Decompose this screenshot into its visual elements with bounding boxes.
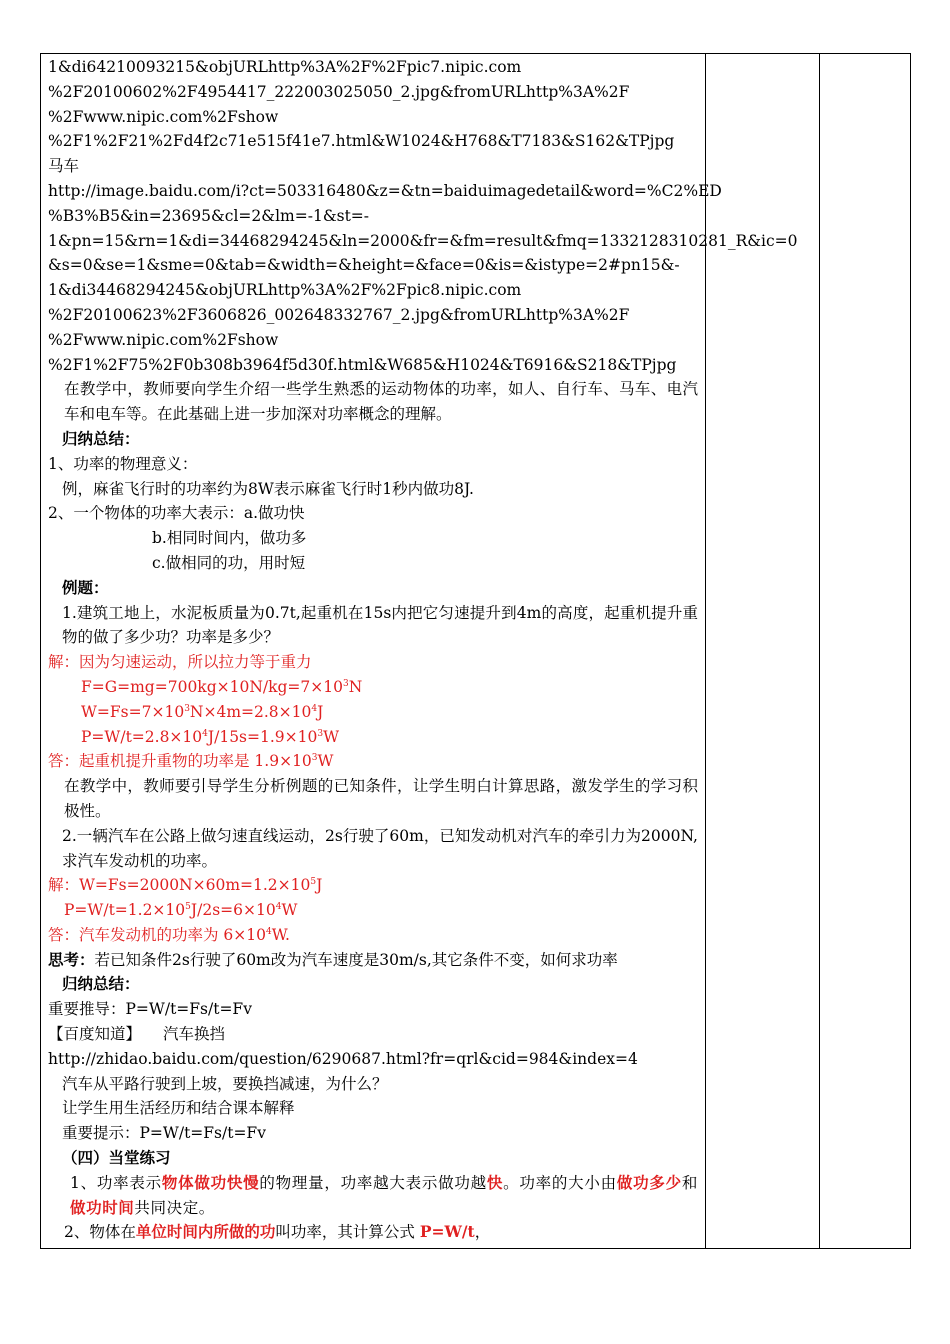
problem-1-answer: 答：起重机提升重物的功率是 $1.9\times 10^3W$: [48, 752, 334, 771]
baidu-url: http://zhidao.baidu.com/question/6290687.html?fr=qrl&cid=984&index=4: [48, 1049, 638, 1068]
url-line: %2Fwww.nipic.com%2Fshow: [48, 107, 279, 126]
summary-heading: 归纳总结：: [62, 428, 140, 448]
problem-1-equation-1: $F=G=mg=700kg\times 10N/kg=7\times 10^3N$: [81, 677, 363, 696]
url-line: %2Fwww.nipic.com%2Fshow: [48, 330, 279, 349]
examples-heading: 例题：: [62, 577, 109, 597]
summary-meaning: 1、功率的物理意义：: [48, 454, 198, 473]
baidu-hint: 重要提示：P=W/t=Fs/t=Fv: [62, 1124, 266, 1143]
url-line: 1&di34468294245&objURLhttp%3A%2F%2Fpic8.nipic.com: [48, 281, 522, 300]
problem-1-equation-3: $P=W/t=2.8\times 10^4J/15s=1.9\times 10^3W$: [81, 727, 340, 746]
url-line: %2F1%2F75%2F0b308b3964f5d30f.html&W685&H1024&T6916&S218&TPjpg: [48, 355, 677, 374]
problem-2-answer: 答：汽车发动机的功率为 $6\times 10^4W$.: [48, 925, 290, 944]
baidu-label: 【百度知道】: [48, 1025, 142, 1044]
summary-formula: 重要推导：P=W/t=Fs/t=Fv: [48, 1000, 252, 1019]
baidu-instruction: 让学生用生活经历和结合课本解释: [62, 1099, 295, 1118]
problem-1-equation-2: $W=Fs=7\times 10^3N\times 4m=2.8\times 10^4J$: [81, 702, 324, 721]
url-line: %2F20100602%2F4954417_222003025050_2.jpg&fromURLhttp%3A%2F: [48, 82, 630, 101]
baidu-question: 汽车从平路行驶到上坡，要换挡减速，为什么？: [62, 1074, 388, 1093]
think-label: 思考：: [48, 949, 95, 969]
baidu-topic: 汽车换挡: [163, 1025, 226, 1044]
problem-1-text: 1.建筑工地上，水泥板质量为0.7t,起重机在15s内把它匀速提升到4m的高度，起重机提升重物的做了多少功？功率是多少？: [62, 603, 698, 647]
practice-question-2: 2、物体在单位时间内所做的功叫功率，其计算公式 P=W/t，: [64, 1222, 491, 1242]
practice-question-1: 1、功率表示物体做功快慢的物理量，功率越大表示做功越快。功率的大小由做功多少和做功时间共同决定。: [70, 1172, 698, 1217]
summary-example: 例，麻雀飞行时的功率约为8W表示麻雀飞行时1秒内做功8J.: [62, 479, 474, 498]
practice-heading: （四）当堂练习: [62, 1148, 171, 1168]
url-line: &s=0&se=1&sme=0&tab=&width=&height=&face=0&is=&istype=2#pn15&-: [48, 256, 680, 275]
column-divider-2: [819, 54, 820, 1248]
teaching-note: 在教学中，教师要引导学生分析例题的已知条件，让学生明白计算思路，激发学生的学习积极性。: [64, 777, 698, 820]
url-line: http://image.baidu.com/i?ct=503316480&z=&tn=baiduimagedetail&word=%C2%ED: [48, 181, 722, 200]
think-question: [48, 948, 698, 973]
summary-large-a: 2、一个物体的功率大表示：a.做功快: [48, 504, 305, 523]
url-line: %2F1%2F21%2Fd4f2c71e515f41e7.html&W1024&H768&T7183&S162&TPjpg: [48, 132, 675, 151]
problem-2-text: 2.一辆汽车在公路上做匀速直线运动，2s行驶了60m，已知发动机对汽车的牵引力为2000N,求汽车发动机的功率。: [62, 826, 698, 870]
url-line: 1&pn=15&rn=1&di=34468294245&ln=2000&fr=&fm=result&fmq=1332128310281_R&ic=0: [48, 231, 798, 250]
lesson-content-cell: [48, 55, 798, 1245]
url-line: %B3%B5&in=23695&cl=2&lm=-1&st=-: [48, 206, 370, 225]
problem-1-solution-intro: 解：因为匀速运动，所以拉力等于重力: [48, 653, 312, 672]
summary-heading: 归纳总结：: [62, 974, 140, 994]
baidu-reference: [48, 1022, 698, 1047]
teaching-note: 在教学中，教师要向学生介绍一些学生熟悉的运动物体的功率，如人、自行车、马车、电汽车和电车等。在此基础上进一步加深对功率概念的理解。: [64, 380, 698, 424]
summary-large-c: c.做相同的功，用时短: [152, 553, 306, 572]
problem-2-solution: 解：$W=Fs=2000N\times 60m=1.2\times 10^5J$: [48, 876, 323, 895]
problem-2-power: $P=W/t=1.2\times 10^5J/2s=6\times 10^4W$: [64, 901, 298, 920]
url-line: %2F20100623%2F3606826_002648332767_2.jpg&fromURLhttp%3A%2F: [48, 305, 630, 324]
carriage-label: 马车: [48, 157, 80, 176]
summary-large-b: b.相同时间内，做功多: [152, 529, 307, 548]
think-text: 若已知条件2s行驶了60m改为汽车速度是30m/s,其它条件不变，如何求功率: [94, 950, 618, 969]
url-line: 1&di64210093215&objURLhttp%3A%2F%2Fpic7.nipic.com: [48, 58, 522, 76]
